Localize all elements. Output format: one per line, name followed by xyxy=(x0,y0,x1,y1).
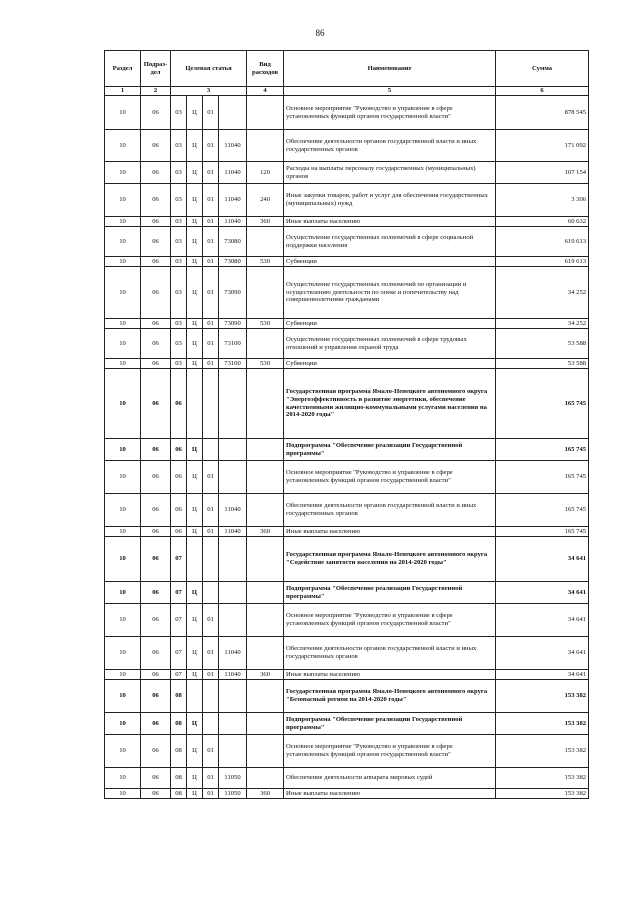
table-body xyxy=(105,96,589,799)
program-code-cell: 07 xyxy=(171,637,187,670)
subprogram-code-cell: Ц xyxy=(187,527,203,537)
header-expense-type: Вид расходов xyxy=(247,51,284,87)
table-row xyxy=(105,537,589,582)
expense-type-cell xyxy=(247,768,284,789)
program-code-cell: 07 xyxy=(171,537,187,582)
subprogram-code-cell: Ц xyxy=(187,162,203,184)
program-code-cell: 07 xyxy=(171,604,187,637)
sum-cell: 34 252 xyxy=(496,267,589,319)
item-name-cell: Государственная программа Ямало-Ненецкого автономного округа "Безопасный регион на 2014-2020 годы" xyxy=(284,680,496,713)
subprogram-code-cell: Ц xyxy=(187,713,203,735)
subprogram-code-cell xyxy=(187,680,203,713)
table-row xyxy=(105,735,589,768)
event-code-cell: 01 xyxy=(203,184,219,217)
direction-code-cell: 11040 xyxy=(219,494,247,527)
direction-code-cell: 11040 xyxy=(219,130,247,162)
podrazdel-cell: 06 xyxy=(141,369,171,439)
program-code-cell: 08 xyxy=(171,735,187,768)
index-cell: 3 xyxy=(171,87,247,96)
item-name-cell: Субвенции xyxy=(284,359,496,369)
event-code-cell: 01 xyxy=(203,96,219,130)
table-row xyxy=(105,713,589,735)
podrazdel-cell: 06 xyxy=(141,162,171,184)
index-row xyxy=(105,87,589,96)
program-code-cell: 03 xyxy=(171,162,187,184)
direction-code-cell xyxy=(219,680,247,713)
expense-type-cell xyxy=(247,713,284,735)
razdel-cell: 10 xyxy=(105,227,141,257)
event-code-cell xyxy=(203,439,219,461)
subprogram-code-cell: Ц xyxy=(187,217,203,227)
program-code-cell: 06 xyxy=(171,461,187,494)
item-name-cell: Иные закупки товаров, работ и услуг для обеспечения государственных (муниципальных) нужд xyxy=(284,184,496,217)
event-code-cell xyxy=(203,369,219,439)
subprogram-code-cell: Ц xyxy=(187,735,203,768)
direction-code-cell: 73090 xyxy=(219,267,247,319)
direction-code-cell: 73090 xyxy=(219,319,247,329)
sum-cell: 34 641 xyxy=(496,670,589,680)
event-code-cell: 01 xyxy=(203,162,219,184)
table-row xyxy=(105,789,589,799)
item-name-cell: Основное мероприятие "Руководство и управление в сфере установленных функций органов государственной власти" xyxy=(284,461,496,494)
subprogram-code-cell: Ц xyxy=(187,604,203,637)
direction-code-cell xyxy=(219,537,247,582)
index-cell: 6 xyxy=(496,87,589,96)
podrazdel-cell: 06 xyxy=(141,359,171,369)
sum-cell: 53 588 xyxy=(496,329,589,359)
direction-code-cell xyxy=(219,439,247,461)
item-name-cell: Государственная программа Ямало-Ненецкого автономного округа "Содействие занятости населения на 2014-2020 годы" xyxy=(284,537,496,582)
program-code-cell: 06 xyxy=(171,439,187,461)
podrazdel-cell: 06 xyxy=(141,319,171,329)
sum-cell: 619 613 xyxy=(496,227,589,257)
sum-cell: 3 306 xyxy=(496,184,589,217)
direction-code-cell xyxy=(219,369,247,439)
razdel-cell: 10 xyxy=(105,680,141,713)
table-row xyxy=(105,461,589,494)
subprogram-code-cell: Ц xyxy=(187,96,203,130)
item-name-cell: Основное мероприятие "Руководство и управление в сфере установленных функций органов государственной власти" xyxy=(284,604,496,637)
sum-cell: 619 613 xyxy=(496,257,589,267)
expense-type-cell: 360 xyxy=(247,789,284,799)
direction-code-cell: 73100 xyxy=(219,329,247,359)
program-code-cell: 06 xyxy=(171,494,187,527)
sum-cell: 878 545 xyxy=(496,96,589,130)
expense-type-cell xyxy=(247,439,284,461)
program-code-cell: 03 xyxy=(171,227,187,257)
subprogram-code-cell: Ц xyxy=(187,359,203,369)
subprogram-code-cell: Ц xyxy=(187,319,203,329)
razdel-cell: 10 xyxy=(105,789,141,799)
sum-cell: 165 745 xyxy=(496,527,589,537)
index-cell: 1 xyxy=(105,87,141,96)
table-row xyxy=(105,768,589,789)
program-code-cell: 03 xyxy=(171,267,187,319)
item-name-cell: Государственная программа Ямало-Ненецкого автономного округа "Энергоэффективность и развитие энергетики, обеспечение качественными жилищно-коммунальными услугами населения на 2014-2020 годы" xyxy=(284,369,496,439)
razdel-cell: 10 xyxy=(105,637,141,670)
razdel-cell: 10 xyxy=(105,257,141,267)
expense-type-cell: 360 xyxy=(247,527,284,537)
program-code-cell: 03 xyxy=(171,130,187,162)
expense-type-cell: 120 xyxy=(247,162,284,184)
item-name-cell: Подпрограмма "Обеспечение реализации Государственной программы" xyxy=(284,713,496,735)
event-code-cell: 01 xyxy=(203,227,219,257)
subprogram-code-cell: Ц xyxy=(187,227,203,257)
sum-cell: 53 588 xyxy=(496,359,589,369)
table-row xyxy=(105,162,589,184)
subprogram-code-cell xyxy=(187,537,203,582)
program-code-cell: 07 xyxy=(171,582,187,604)
direction-code-cell: 11050 xyxy=(219,789,247,799)
expense-type-cell: 360 xyxy=(247,217,284,227)
program-code-cell: 07 xyxy=(171,670,187,680)
podrazdel-cell: 06 xyxy=(141,461,171,494)
budget-table xyxy=(104,50,589,799)
subprogram-code-cell: Ц xyxy=(187,670,203,680)
item-name-cell: Иные выплаты населению xyxy=(284,789,496,799)
program-code-cell: 08 xyxy=(171,768,187,789)
razdel-cell: 10 xyxy=(105,439,141,461)
header-target-article: Целевая статья xyxy=(171,51,247,87)
index-cell: 2 xyxy=(141,87,171,96)
podrazdel-cell: 06 xyxy=(141,768,171,789)
razdel-cell: 10 xyxy=(105,494,141,527)
direction-code-cell: 11040 xyxy=(219,217,247,227)
sum-cell: 165 745 xyxy=(496,369,589,439)
subprogram-code-cell: Ц xyxy=(187,461,203,494)
direction-code-cell xyxy=(219,735,247,768)
razdel-cell: 10 xyxy=(105,359,141,369)
sum-cell: 34 641 xyxy=(496,604,589,637)
sum-cell: 171 092 xyxy=(496,130,589,162)
subprogram-code-cell: Ц xyxy=(187,637,203,670)
razdel-cell: 10 xyxy=(105,267,141,319)
table-row xyxy=(105,184,589,217)
sum-cell: 153 382 xyxy=(496,789,589,799)
item-name-cell: Обеспечение деятельности органов государственной власти и иных государственных органов xyxy=(284,637,496,670)
direction-code-cell: 11040 xyxy=(219,162,247,184)
event-code-cell: 01 xyxy=(203,257,219,267)
podrazdel-cell: 06 xyxy=(141,680,171,713)
subprogram-code-cell: Ц xyxy=(187,582,203,604)
expense-type-cell xyxy=(247,96,284,130)
expense-type-cell: 530 xyxy=(247,257,284,267)
direction-code-cell xyxy=(219,96,247,130)
expense-type-cell: 530 xyxy=(247,359,284,369)
header-podrazdel: Подраз-дел xyxy=(141,51,171,87)
podrazdel-cell: 06 xyxy=(141,789,171,799)
table-row xyxy=(105,130,589,162)
podrazdel-cell: 06 xyxy=(141,184,171,217)
item-name-cell: Обеспечение деятельности аппарата мировых судей xyxy=(284,768,496,789)
razdel-cell: 10 xyxy=(105,184,141,217)
expense-type-cell: 240 xyxy=(247,184,284,217)
subprogram-code-cell: Ц xyxy=(187,329,203,359)
table-row xyxy=(105,670,589,680)
table-row xyxy=(105,439,589,461)
podrazdel-cell: 06 xyxy=(141,494,171,527)
razdel-cell: 10 xyxy=(105,670,141,680)
podrazdel-cell: 06 xyxy=(141,537,171,582)
index-cell: 5 xyxy=(284,87,496,96)
podrazdel-cell: 06 xyxy=(141,604,171,637)
table-row xyxy=(105,227,589,257)
event-code-cell: 01 xyxy=(203,329,219,359)
direction-code-cell xyxy=(219,461,247,494)
sum-cell: 153 382 xyxy=(496,735,589,768)
event-code-cell: 01 xyxy=(203,768,219,789)
direction-code-cell: 11050 xyxy=(219,768,247,789)
podrazdel-cell: 06 xyxy=(141,329,171,359)
event-code-cell: 01 xyxy=(203,319,219,329)
item-name-cell: Подпрограмма "Обеспечение реализации Государственной программы" xyxy=(284,439,496,461)
razdel-cell: 10 xyxy=(105,604,141,637)
event-code-cell: 01 xyxy=(203,637,219,670)
table-row xyxy=(105,217,589,227)
event-code-cell xyxy=(203,713,219,735)
program-code-cell: 08 xyxy=(171,789,187,799)
razdel-cell: 10 xyxy=(105,527,141,537)
table-row xyxy=(105,96,589,130)
table-row xyxy=(105,329,589,359)
sum-cell: 34 641 xyxy=(496,637,589,670)
table-row xyxy=(105,257,589,267)
subprogram-code-cell: Ц xyxy=(187,130,203,162)
razdel-cell: 10 xyxy=(105,217,141,227)
event-code-cell: 01 xyxy=(203,527,219,537)
program-code-cell: 03 xyxy=(171,329,187,359)
event-code-cell: 01 xyxy=(203,130,219,162)
expense-type-cell: 530 xyxy=(247,319,284,329)
sum-cell: 34 641 xyxy=(496,537,589,582)
table-row xyxy=(105,637,589,670)
header-razdel: Раздел xyxy=(105,51,141,87)
event-code-cell: 01 xyxy=(203,217,219,227)
table-row xyxy=(105,369,589,439)
direction-code-cell: 73100 xyxy=(219,359,247,369)
program-code-cell: 06 xyxy=(171,527,187,537)
direction-code-cell: 11040 xyxy=(219,527,247,537)
subprogram-code-cell: Ц xyxy=(187,184,203,217)
sum-cell: 165 745 xyxy=(496,461,589,494)
razdel-cell: 10 xyxy=(105,130,141,162)
program-code-cell: 03 xyxy=(171,257,187,267)
item-name-cell: Основное мероприятие "Руководство и управление в сфере установленных функций органов государственной власти" xyxy=(284,96,496,130)
item-name-cell: Расходы на выплаты персоналу государственных (муниципальных) органов xyxy=(284,162,496,184)
event-code-cell xyxy=(203,582,219,604)
podrazdel-cell: 06 xyxy=(141,735,171,768)
expense-type-cell xyxy=(247,130,284,162)
subprogram-code-cell: Ц xyxy=(187,789,203,799)
event-code-cell: 01 xyxy=(203,359,219,369)
subprogram-code-cell: Ц xyxy=(187,768,203,789)
item-name-cell: Обеспечение деятельности органов государственной власти и иных государственных органов xyxy=(284,130,496,162)
podrazdel-cell: 06 xyxy=(141,439,171,461)
sum-cell: 34 641 xyxy=(496,582,589,604)
program-code-cell: 03 xyxy=(171,319,187,329)
expense-type-cell xyxy=(247,461,284,494)
direction-code-cell: 11040 xyxy=(219,637,247,670)
sum-cell: 107 154 xyxy=(496,162,589,184)
program-code-cell: 03 xyxy=(171,184,187,217)
subprogram-code-cell xyxy=(187,369,203,439)
expense-type-cell xyxy=(247,494,284,527)
item-name-cell: Иные выплаты населению xyxy=(284,527,496,537)
expense-type-cell xyxy=(247,735,284,768)
podrazdel-cell: 06 xyxy=(141,637,171,670)
razdel-cell: 10 xyxy=(105,461,141,494)
expense-type-cell xyxy=(247,637,284,670)
sum-cell: 165 745 xyxy=(496,439,589,461)
table-row xyxy=(105,267,589,319)
item-name-cell: Подпрограмма "Обеспечение реализации Государственной программы" xyxy=(284,582,496,604)
podrazdel-cell: 06 xyxy=(141,257,171,267)
direction-code-cell: 73080 xyxy=(219,257,247,267)
expense-type-cell xyxy=(247,267,284,319)
event-code-cell: 01 xyxy=(203,670,219,680)
event-code-cell: 01 xyxy=(203,735,219,768)
sum-cell: 153 382 xyxy=(496,768,589,789)
direction-code-cell xyxy=(219,713,247,735)
event-code-cell xyxy=(203,537,219,582)
subprogram-code-cell: Ц xyxy=(187,439,203,461)
event-code-cell: 01 xyxy=(203,789,219,799)
program-code-cell: 03 xyxy=(171,217,187,227)
podrazdel-cell: 06 xyxy=(141,713,171,735)
event-code-cell: 01 xyxy=(203,461,219,494)
item-name-cell: Иные выплаты населению xyxy=(284,217,496,227)
event-code-cell xyxy=(203,680,219,713)
program-code-cell: 03 xyxy=(171,96,187,130)
expense-type-cell xyxy=(247,227,284,257)
subprogram-code-cell: Ц xyxy=(187,267,203,319)
table-row xyxy=(105,582,589,604)
table-row xyxy=(105,527,589,537)
item-name-cell: Основное мероприятие "Руководство и управление в сфере установленных функций органов государственной власти" xyxy=(284,735,496,768)
podrazdel-cell: 06 xyxy=(141,217,171,227)
razdel-cell: 10 xyxy=(105,96,141,130)
expense-type-cell: 360 xyxy=(247,670,284,680)
razdel-cell: 10 xyxy=(105,735,141,768)
item-name-cell: Субвенции xyxy=(284,319,496,329)
header-name: Наименование xyxy=(284,51,496,87)
header-sum: Сумма xyxy=(496,51,589,87)
item-name-cell: Осуществление государственных полномочий по организации и осуществлению деятельности по опеке и попечительству над совершеннолетними гражданами xyxy=(284,267,496,319)
page-number: 86 xyxy=(315,28,325,38)
podrazdel-cell: 06 xyxy=(141,267,171,319)
sum-cell: 165 745 xyxy=(496,494,589,527)
expense-type-cell xyxy=(247,604,284,637)
podrazdel-cell: 06 xyxy=(141,96,171,130)
table-row xyxy=(105,494,589,527)
subprogram-code-cell: Ц xyxy=(187,257,203,267)
table-row xyxy=(105,604,589,637)
item-name-cell: Обеспечение деятельности органов государственной власти и иных государственных органов xyxy=(284,494,496,527)
expense-type-cell xyxy=(247,537,284,582)
event-code-cell: 01 xyxy=(203,494,219,527)
podrazdel-cell: 06 xyxy=(141,227,171,257)
header-row xyxy=(105,51,589,87)
item-name-cell: Осуществление государственных полномочий в сфере трудовых отношений и управления охраной труда xyxy=(284,329,496,359)
expense-type-cell xyxy=(247,329,284,359)
program-code-cell: 03 xyxy=(171,359,187,369)
program-code-cell: 06 xyxy=(171,369,187,439)
table-row xyxy=(105,319,589,329)
direction-code-cell xyxy=(219,604,247,637)
item-name-cell: Иные выплаты населению xyxy=(284,670,496,680)
razdel-cell: 10 xyxy=(105,537,141,582)
razdel-cell: 10 xyxy=(105,768,141,789)
sum-cell: 34 252 xyxy=(496,319,589,329)
podrazdel-cell: 06 xyxy=(141,130,171,162)
table-row xyxy=(105,680,589,713)
event-code-cell: 01 xyxy=(203,604,219,637)
direction-code-cell: 11040 xyxy=(219,184,247,217)
direction-code-cell xyxy=(219,582,247,604)
expense-type-cell xyxy=(247,369,284,439)
expense-type-cell xyxy=(247,582,284,604)
event-code-cell: 01 xyxy=(203,267,219,319)
subprogram-code-cell: Ц xyxy=(187,494,203,527)
sum-cell: 153 382 xyxy=(496,680,589,713)
program-code-cell: 08 xyxy=(171,680,187,713)
expense-type-cell xyxy=(247,680,284,713)
razdel-cell: 10 xyxy=(105,713,141,735)
program-code-cell: 08 xyxy=(171,713,187,735)
razdel-cell: 10 xyxy=(105,162,141,184)
item-name-cell: Осуществление государственных полномочий в сфере социальной поддержки населения xyxy=(284,227,496,257)
direction-code-cell: 11040 xyxy=(219,670,247,680)
item-name-cell: Субвенции xyxy=(284,257,496,267)
podrazdel-cell: 06 xyxy=(141,527,171,537)
sum-cell: 153 382 xyxy=(496,713,589,735)
table-row xyxy=(105,359,589,369)
razdel-cell: 10 xyxy=(105,329,141,359)
razdel-cell: 10 xyxy=(105,369,141,439)
razdel-cell: 10 xyxy=(105,319,141,329)
razdel-cell: 10 xyxy=(105,582,141,604)
direction-code-cell: 73080 xyxy=(219,227,247,257)
sum-cell: 60 632 xyxy=(496,217,589,227)
podrazdel-cell: 06 xyxy=(141,582,171,604)
podrazdel-cell: 06 xyxy=(141,670,171,680)
index-cell: 4 xyxy=(247,87,284,96)
